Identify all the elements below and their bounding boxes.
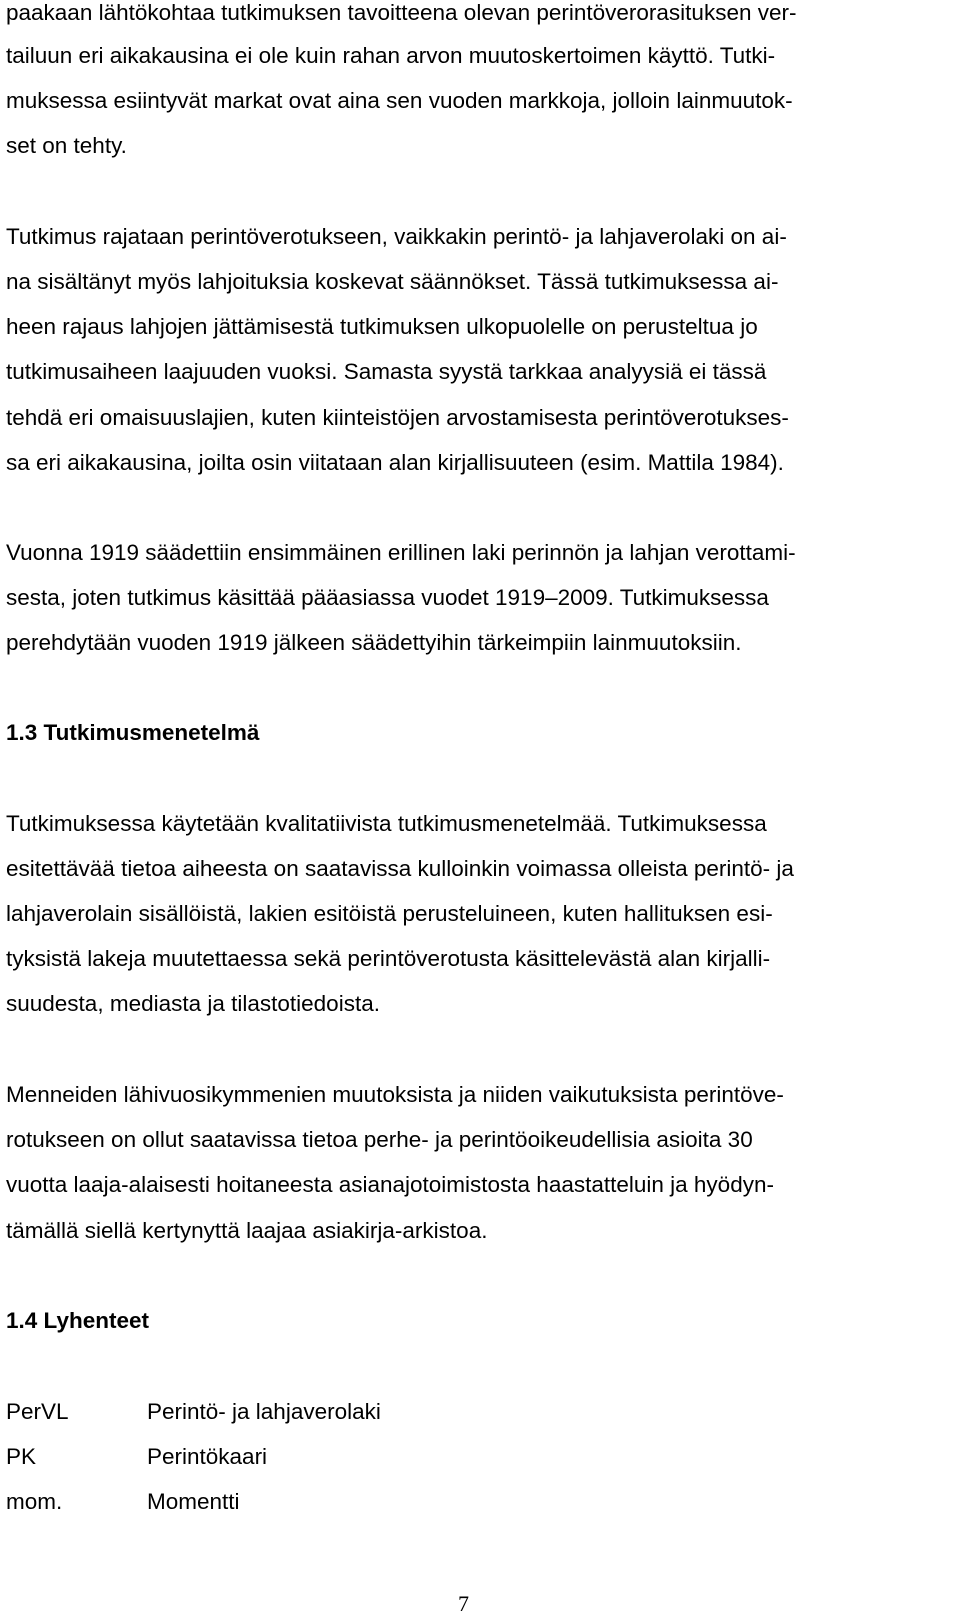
text-line: suudesta, mediasta ja tilastotiedoista. [6,991,380,1016]
page-number: 7 [458,1591,469,1616]
text-line: perehdytään vuoden 1919 jälkeen säädettyihin tärkeimpiin lainmuutoksiin. [6,630,742,655]
text-line: tämällä siellä kertynyttä laajaa asiakirja-arkistoa. [6,1218,488,1243]
text-line: Tutkimuksessa käytetään kvalitatiivista tutkimusmenetelmää. Tutkimuksessa [6,811,767,836]
text-line: tailuun eri aikakausina ei ole kuin rahan arvon muutoskertoimen käyttö. Tutki- [6,43,776,68]
text-line: tehdä eri omaisuuslajien, kuten kiinteistöjen arvostamisesta perintöverotukses- [6,405,789,430]
abbreviation-term: PK [6,1444,37,1469]
text-line: sa eri aikakausina, joilta osin viitataan alan kirjallisuuteen (esim. Mattila 1984). [6,450,784,475]
section-heading: 1.3 Tutkimusmenetelmä [6,720,260,745]
abbreviation-meaning: Perintö- ja lahjaverolaki [147,1399,381,1424]
text-line: muksessa esiintyvät markat ovat aina sen vuoden markkoja, jolloin lainmuutok- [6,88,793,113]
text-line: esitettävää tietoa aiheesta on saatavissa kulloinkin voimassa olleista perintö- ja [6,856,794,881]
text-line: Vuonna 1919 säädettiin ensimmäinen erillinen laki perinnön ja lahjan verottami- [6,540,796,565]
text-line: tutkimusaiheen laajuuden vuoksi. Samasta syystä tarkkaa analyysiä ei tässä [6,359,767,384]
text-line: lahjaverolain sisällöistä, lakien esitöistä perusteluineen, kuten hallituksen esi- [6,901,773,926]
text-line: Tutkimus rajataan perintöverotukseen, vaikkakin perintö- ja lahjaverolaki on ai- [6,224,787,249]
text-line: paakaan lähtökohtaa tutkimuksen tavoitteena olevan perintöverorasituksen ver- [6,0,797,25]
text-line: Menneiden lähivuosikymmenien muutoksista ja niiden vaikutuksista perintöve- [6,1082,784,1107]
text-line: na sisältänyt myös lahjoituksia koskevat säännökset. Tässä tutkimuksessa ai- [6,269,779,294]
abbreviation-term: PerVL [6,1399,69,1424]
abbreviation-meaning: Momentti [147,1489,240,1514]
text-line: tyksistä lakeja muutettaessa sekä perintöverotusta käsittelevästä alan kirjalli- [6,946,771,971]
text-line: rotukseen on ollut saatavissa tietoa perhe- ja perintöoikeudellisia asioita 30 [6,1127,753,1152]
abbreviation-term: mom. [6,1489,63,1514]
abbreviation-meaning: Perintökaari [147,1444,268,1469]
text-line: vuotta laaja-alaisesti hoitaneesta asianajotoimistosta haastatteluin ja hyödyn- [6,1172,774,1197]
section-heading: 1.4 Lyhenteet [6,1308,149,1333]
text-line: heen rajaus lahjojen jättämisestä tutkimuksen ulkopuolelle on perusteltua jo [6,314,758,339]
text-line: sesta, joten tutkimus käsittää pääasiassa vuodet 1919–2009. Tutkimuksessa [6,585,769,610]
text-line: set on tehty. [6,133,127,158]
